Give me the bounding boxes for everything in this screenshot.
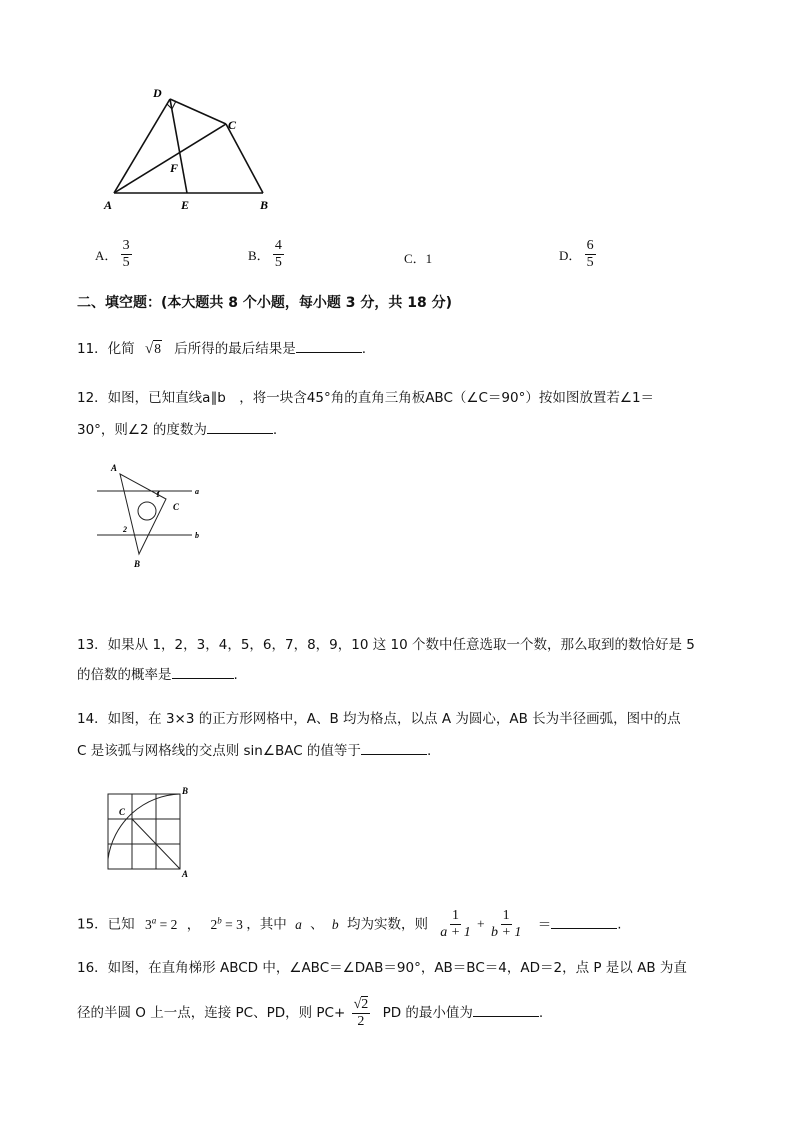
label-c: C — [228, 118, 237, 132]
question-16-line-2: 径的半圆 O 上一点，连接 PC、PD，则 PC+ $\frac{√2}{2}$ PD 的最小值为 . — [77, 996, 544, 1029]
option-c[interactable]: C．1 — [404, 251, 433, 266]
label-line-a: a — [195, 487, 199, 496]
triangle-abc — [120, 474, 166, 554]
question-12-line-2: 30°，则∠2 的度数为 . — [77, 419, 277, 440]
label-b: B — [260, 198, 269, 212]
segment-de — [170, 99, 187, 193]
triangle-hole — [138, 502, 156, 520]
label-d: D — [153, 86, 162, 100]
answer-blank-16[interactable] — [473, 1002, 539, 1017]
label-e: E — [181, 198, 190, 212]
label-a: A — [182, 869, 189, 879]
option-d-fraction: $\frac{6}{5}$ — [586, 238, 594, 270]
answer-blank-13[interactable] — [172, 664, 234, 679]
option-a[interactable]: A． $\frac{3}{5}$ — [95, 238, 130, 270]
question-11: 11．化简 √8 后所得的最后结果是 . — [77, 338, 366, 359]
option-b[interactable]: B． $\frac{4}{5}$ — [248, 238, 282, 270]
question-13-line-2: 的倍数的概率是 . — [77, 664, 238, 685]
equation-1: 3$^a$ = 2 — [144, 915, 178, 932]
label-a-vertex: A — [111, 463, 118, 473]
section-heading: 二、填空题：(本大题共 8 个小题，每小题 3 分，共 18 分) — [77, 295, 453, 311]
label-f: F — [170, 161, 179, 175]
fraction-1: $\frac{1}{a + 1}$ — [440, 908, 471, 940]
fraction-2: $\frac{1}{b + 1}$ — [490, 908, 522, 940]
label-angle-1: 1 — [156, 490, 160, 499]
sqrt2-over-2-fraction: $\frac{√2}{2}$ — [353, 996, 369, 1029]
label-c-vertex: C — [173, 502, 180, 512]
question-14-line-2: C 是该弧与网格线的交点则 sin∠BAC 的值等于 . — [77, 740, 431, 761]
figure-q10-trapezoid — [95, 80, 285, 220]
segment-cb — [226, 124, 263, 193]
question-12-line-1: 12．如图，已知直线a∥b ，将一块含45°角的直角三角板ABC（∠C＝90°）按如图放置若∠1＝ — [77, 390, 655, 406]
answer-blank-12[interactable] — [207, 419, 273, 434]
equation-2: 2$^b$ = 3 — [210, 915, 243, 932]
label-line-b: b — [195, 531, 199, 540]
answer-blank-11[interactable] — [296, 338, 362, 353]
label-c: C — [119, 807, 126, 817]
label-angle-2: 2 — [123, 525, 127, 534]
option-d[interactable]: D． $\frac{6}{5}$ — [559, 238, 594, 270]
arc-from-b — [108, 794, 180, 859]
option-b-fraction: $\frac{4}{5}$ — [274, 238, 282, 270]
answer-blank-15[interactable] — [551, 914, 617, 929]
option-a-fraction: $\frac{3}{5}$ — [122, 238, 130, 270]
question-15: 15．已知 3$^a$ = 2 ， 2$^b$ = 3 ，其中 a 、 b 均为实数，则 $\frac{1}{a + 1}$ + $\frac{1}{b + 1}$ ＝ . — [77, 908, 622, 940]
segment-dc — [170, 99, 226, 124]
segment-ac — [114, 124, 226, 193]
figure-q12-parallel-lines — [92, 458, 222, 573]
answer-blank-14[interactable] — [361, 740, 427, 755]
figure-q14-grid — [100, 784, 200, 879]
question-13-line-1: 13．如果从 1，2，3，4，5，6，7，8，9，10 这 10 个数中任意选取一个数，那么取到的数恰好是 5 — [77, 637, 695, 653]
question-14-line-1: 14．如图，在 3×3 的正方形网格中，A、B 均为格点，以点 A 为圆心，AB 长为半径画弧，图中的点 — [77, 711, 681, 727]
label-a: A — [104, 198, 113, 212]
segment-ad — [114, 99, 170, 193]
question-16-line-1: 16．如图，在直角梯形 ABCD 中，∠ABC＝∠DAB＝90°，AB＝BC＝4，AD＝2，点 P 是以 AB 为直 — [77, 960, 687, 976]
label-b: B — [182, 786, 189, 796]
label-b-vertex: B — [134, 559, 141, 569]
sqrt-expression: √8 — [144, 341, 161, 357]
